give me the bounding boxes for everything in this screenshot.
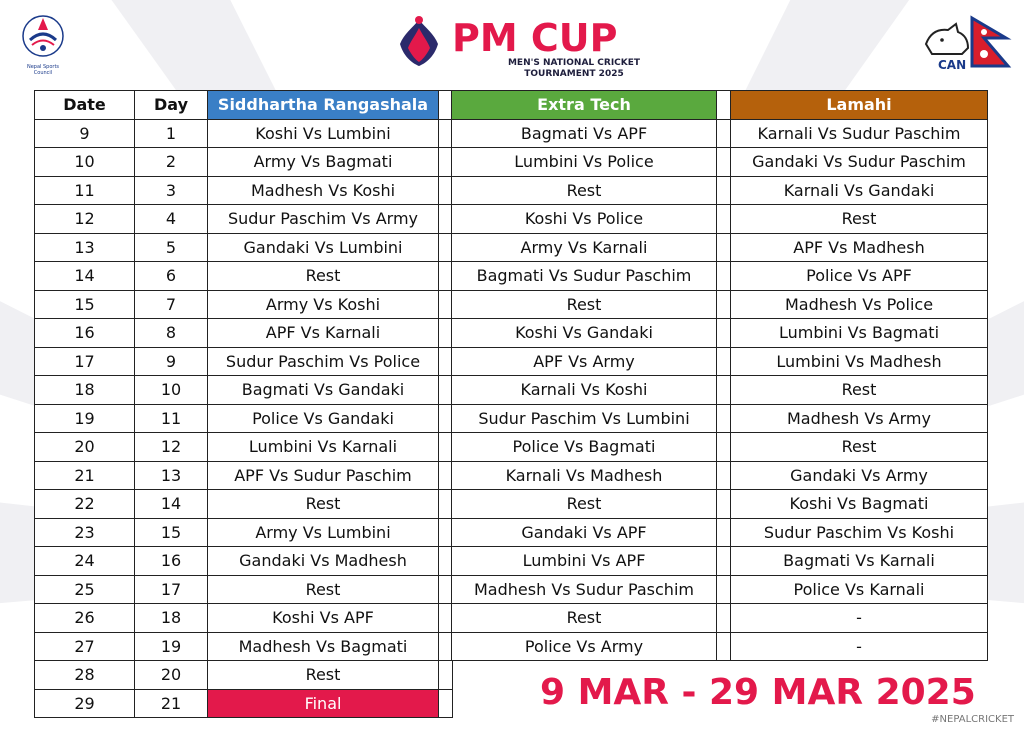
table-row (35, 347, 453, 376)
column-header-venue-extratech: Extra Tech (452, 91, 717, 120)
date-cell: 14 (35, 262, 135, 291)
gap-cell (717, 575, 731, 604)
gap-cell (717, 176, 731, 205)
extratech-match-cell: Police Vs Bagmati (452, 433, 717, 462)
table-row (452, 575, 988, 604)
table-row (452, 319, 988, 348)
day-cell: 3 (135, 176, 208, 205)
lamahi-match-cell: Karnali Vs Gandaki (731, 176, 988, 205)
extratech-match-cell: Koshi Vs Gandaki (452, 319, 717, 348)
extratech-match-cell: Police Vs Army (452, 632, 717, 661)
table-row (35, 262, 453, 291)
day-cell: 8 (135, 319, 208, 348)
extratech-match-cell: Rest (452, 604, 717, 633)
table-row (35, 290, 453, 319)
lamahi-match-cell: Bagmati Vs Karnali (731, 547, 988, 576)
date-cell: 24 (35, 547, 135, 576)
hashtag: #NEPALCRICKET (931, 714, 1014, 725)
table-row (452, 262, 988, 291)
extratech-match-cell: Rest (452, 490, 717, 519)
extratech-match-cell: Army Vs Karnali (452, 233, 717, 262)
can-logo (922, 14, 1014, 74)
gap-cell (717, 376, 731, 405)
schedule-table-left (34, 90, 453, 718)
date-cell: 22 (35, 490, 135, 519)
siddhartha-match-cell: Army Vs Bagmati (208, 148, 439, 177)
table-row (35, 604, 453, 633)
lamahi-match-cell: Lumbini Vs Bagmati (731, 319, 988, 348)
can-text: CAN (938, 58, 967, 72)
extratech-match-cell: Bagmati Vs APF (452, 119, 717, 148)
date-cell: 9 (35, 119, 135, 148)
siddhartha-match-cell: Gandaki Vs Madhesh (208, 547, 439, 576)
gap-cell (717, 262, 731, 291)
gap-cell (717, 604, 731, 633)
day-cell: 18 (135, 604, 208, 633)
siddhartha-match-cell: Gandaki Vs Lumbini (208, 233, 439, 262)
date-cell: 12 (35, 205, 135, 234)
table-row (35, 661, 453, 690)
table-row (35, 433, 453, 462)
table-row (452, 376, 988, 405)
column-header-venue-lamahi: Lamahi (731, 91, 988, 120)
gap-cell (717, 518, 731, 547)
table-row (35, 689, 453, 718)
day-cell: 20 (135, 661, 208, 690)
lamahi-match-cell: - (731, 604, 988, 633)
column-header-day: Day (135, 91, 208, 120)
day-cell: 5 (135, 233, 208, 262)
lamahi-match-cell: Gandaki Vs Army (731, 461, 988, 490)
tournament-date-range: 9 MAR - 29 MAR 2025 (540, 672, 976, 713)
gap-cell (439, 661, 453, 690)
gap-cell (717, 205, 731, 234)
date-cell: 27 (35, 632, 135, 661)
siddhartha-match-cell: Rest (208, 490, 439, 519)
subtitle-line-2: TOURNAMENT 2025 (524, 69, 624, 79)
siddhartha-match-cell: Madhesh Vs Koshi (208, 176, 439, 205)
page-subtitle (494, 58, 654, 80)
table-row (452, 490, 988, 519)
gap-cell (717, 632, 731, 661)
table-row (452, 205, 988, 234)
table-row (452, 119, 988, 148)
day-cell: 13 (135, 461, 208, 490)
date-cell: 20 (35, 433, 135, 462)
extratech-match-cell: Sudur Paschim Vs Lumbini (452, 404, 717, 433)
table-row (452, 176, 988, 205)
lamahi-match-cell: Rest (731, 433, 988, 462)
lamahi-match-cell: Police Vs APF (731, 262, 988, 291)
date-cell: 18 (35, 376, 135, 405)
lamahi-match-cell: Rest (731, 205, 988, 234)
table-row (452, 632, 988, 661)
table-row (452, 404, 988, 433)
siddhartha-match-cell: Rest (208, 575, 439, 604)
gap-cell (717, 490, 731, 519)
column-gap (717, 91, 731, 120)
table-row (35, 233, 453, 262)
table-row (452, 233, 988, 262)
extratech-match-cell: Rest (452, 176, 717, 205)
gap-cell (717, 148, 731, 177)
gap-cell (717, 547, 731, 576)
table-row (35, 148, 453, 177)
siddhartha-match-cell: Koshi Vs APF (208, 604, 439, 633)
extratech-match-cell: Rest (452, 290, 717, 319)
siddhartha-match-cell: Police Vs Gandaki (208, 404, 439, 433)
day-cell: 1 (135, 119, 208, 148)
left-logo-text: Nepal Sports Council (26, 64, 60, 76)
lamahi-match-cell: Rest (731, 376, 988, 405)
date-cell: 13 (35, 233, 135, 262)
siddhartha-match-cell: APF Vs Karnali (208, 319, 439, 348)
siddhartha-match-cell: Lumbini Vs Karnali (208, 433, 439, 462)
table-row (35, 518, 453, 547)
day-cell: 2 (135, 148, 208, 177)
extratech-match-cell: Gandaki Vs APF (452, 518, 717, 547)
table-row (35, 319, 453, 348)
table-row (452, 290, 988, 319)
siddhartha-match-cell: Sudur Paschim Vs Army (208, 205, 439, 234)
lamahi-match-cell: Sudur Paschim Vs Koshi (731, 518, 988, 547)
table-row (452, 461, 988, 490)
lamahi-match-cell: Madhesh Vs Police (731, 290, 988, 319)
sports-council-emblem-icon (18, 10, 68, 60)
table-row (35, 205, 453, 234)
trophy-icon (394, 14, 444, 70)
table-row (35, 632, 453, 661)
gap-cell (717, 433, 731, 462)
column-header-venue-siddhartha: Siddhartha Rangashala (208, 91, 439, 120)
day-cell: 15 (135, 518, 208, 547)
date-cell: 21 (35, 461, 135, 490)
siddhartha-match-cell: Koshi Vs Lumbini (208, 119, 439, 148)
lamahi-match-cell: Police Vs Karnali (731, 575, 988, 604)
day-cell: 11 (135, 404, 208, 433)
table-row (452, 347, 988, 376)
date-cell: 23 (35, 518, 135, 547)
day-cell: 14 (135, 490, 208, 519)
extratech-match-cell: Karnali Vs Madhesh (452, 461, 717, 490)
date-cell: 26 (35, 604, 135, 633)
day-cell: 9 (135, 347, 208, 376)
gap-cell (717, 319, 731, 348)
column-header-date: Date (35, 91, 135, 120)
siddhartha-match-cell: APF Vs Sudur Paschim (208, 461, 439, 490)
siddhartha-match-cell: Rest (208, 262, 439, 291)
table-row (35, 547, 453, 576)
extratech-match-cell: Karnali Vs Koshi (452, 376, 717, 405)
table-row (35, 404, 453, 433)
lamahi-match-cell: APF Vs Madhesh (731, 233, 988, 262)
page-title: PM CUP (452, 16, 618, 60)
table-row (452, 604, 988, 633)
gap-cell (717, 461, 731, 490)
extratech-match-cell: Lumbini Vs Police (452, 148, 717, 177)
siddhartha-match-cell: Bagmati Vs Gandaki (208, 376, 439, 405)
day-cell: 16 (135, 547, 208, 576)
extratech-match-cell: APF Vs Army (452, 347, 717, 376)
gap-cell (717, 290, 731, 319)
siddhartha-match-cell: Madhesh Vs Bagmati (208, 632, 439, 661)
siddhartha-match-cell: Sudur Paschim Vs Police (208, 347, 439, 376)
gap-cell (717, 347, 731, 376)
lamahi-match-cell: Madhesh Vs Army (731, 404, 988, 433)
nepal-sports-council-logo (18, 10, 68, 76)
tournament-title-block (394, 14, 641, 84)
gap-cell (717, 119, 731, 148)
table-row (452, 433, 988, 462)
date-cell: 11 (35, 176, 135, 205)
header-row (35, 91, 453, 120)
day-cell: 6 (135, 262, 208, 291)
rhino-flag-icon (922, 14, 1014, 74)
extratech-match-cell: Madhesh Vs Sudur Paschim (452, 575, 717, 604)
date-cell: 10 (35, 148, 135, 177)
lamahi-match-cell: Koshi Vs Bagmati (731, 490, 988, 519)
table-row (452, 148, 988, 177)
table-row (452, 518, 988, 547)
extratech-match-cell: Lumbini Vs APF (452, 547, 717, 576)
table-row (452, 547, 988, 576)
day-cell: 10 (135, 376, 208, 405)
lamahi-match-cell: Karnali Vs Sudur Paschim (731, 119, 988, 148)
day-cell: 7 (135, 290, 208, 319)
siddhartha-match-cell: Rest (208, 661, 439, 690)
lamahi-match-cell: - (731, 632, 988, 661)
gap-cell (717, 233, 731, 262)
lamahi-match-cell: Gandaki Vs Sudur Paschim (731, 148, 988, 177)
date-cell: 29 (35, 689, 135, 718)
date-cell: 17 (35, 347, 135, 376)
date-cell: 25 (35, 575, 135, 604)
lamahi-match-cell: Lumbini Vs Madhesh (731, 347, 988, 376)
table-row (35, 176, 453, 205)
table-row (35, 119, 453, 148)
table-row (35, 575, 453, 604)
date-cell: 28 (35, 661, 135, 690)
day-cell: 19 (135, 632, 208, 661)
siddhartha-match-cell: Army Vs Koshi (208, 290, 439, 319)
table-row (35, 461, 453, 490)
day-cell: 21 (135, 689, 208, 718)
day-cell: 17 (135, 575, 208, 604)
header-row (452, 91, 988, 120)
day-cell: 12 (135, 433, 208, 462)
table-row (35, 376, 453, 405)
date-cell: 19 (35, 404, 135, 433)
extratech-match-cell: Bagmati Vs Sudur Paschim (452, 262, 717, 291)
date-cell: 15 (35, 290, 135, 319)
extratech-match-cell: Koshi Vs Police (452, 205, 717, 234)
schedule-table-right (451, 90, 988, 661)
siddhartha-match-cell: Army Vs Lumbini (208, 518, 439, 547)
siddhartha-match-cell: Final (208, 689, 439, 718)
day-cell: 4 (135, 205, 208, 234)
table-row (35, 490, 453, 519)
gap-cell (717, 404, 731, 433)
subtitle-line-1: MEN'S NATIONAL CRICKET (507, 58, 641, 68)
gap-cell (439, 689, 453, 718)
date-cell: 16 (35, 319, 135, 348)
